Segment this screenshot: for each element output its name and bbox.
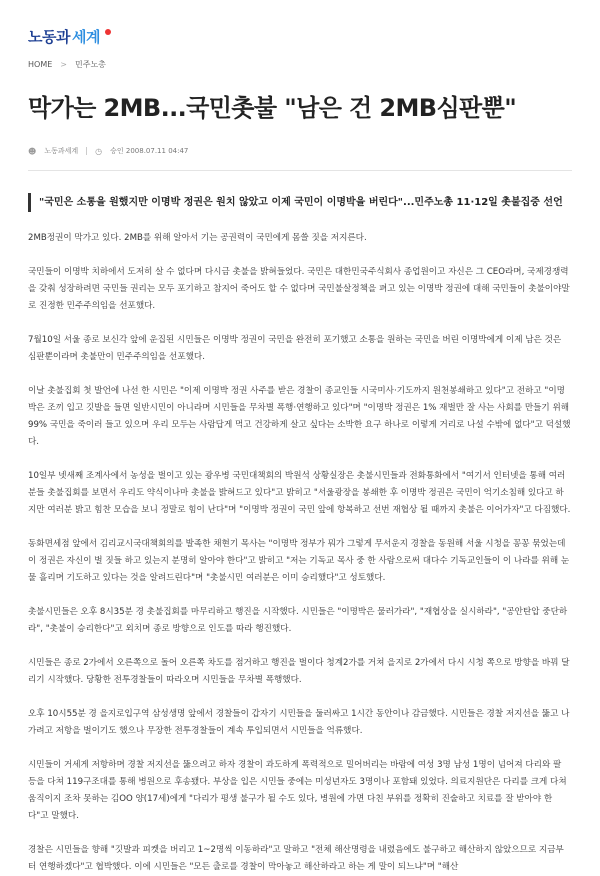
site-logo[interactable] <box>28 26 600 47</box>
article-paragraph: 경찰은 시민들을 향해 "깃발과 피켓을 버리고 1~2명씩 이동하라"고 말하고 "전체 해산명령을 내렸음에도 불구하고 해산하지 않았으므로 지금부터 연행하겠다"고 협박했다. 이에 시민들은 "모든 출로를 경찰이 막아놓고 해산하라고 하는 게 말이 되느냐"며 "해산 <box>28 845 564 872</box>
breadcrumb-home[interactable]: HOME <box>28 60 53 69</box>
article-date: 승인 2008.07.11 04:47 <box>110 147 189 155</box>
logo-dot-icon <box>105 29 111 35</box>
logo-part2: 세계 <box>71 28 100 46</box>
article-paragraph: 오후 10시55분 경 을지로입구역 삼성생명 앞에서 경찰들이 갑자기 시민들을 둘러싸고 1시간 동안이나 감금했다. 시민들은 경찰 저지선을 뚫고 나가려고 저항을 벌이기도 했으나 무장한 전투경찰들이 계속 투입되면서 시민들을 억류했다. <box>28 709 570 736</box>
person-icon: ☻ <box>28 146 37 156</box>
article-paragraph: 국민들이 이명박 치하에서 도저히 살 수 없다며 다시금 촛불을 밝혀들었다. 국민은 대한민국주식회사 종업원이고 자신은 그 CEO라며, 국제경쟁력을 갖춰 성장하려면 국민들 권리는 모두 포기하고 참지어 죽어도 할 수 없다며 국민불살정책을 펴고 있는 이명박 정권에 대해 국민들이 촛불이야말로 진정한 민주주의임을 선포했다. <box>28 267 570 311</box>
meta-divider-line <box>28 170 572 171</box>
article-paragraph: 2MB정권이 막가고 있다. 2MB를 위해 알아서 기는 공권력이 국민에게 몸쓸 짓을 저지른다. <box>28 233 367 243</box>
article-paragraph: 촛불시민들은 오후 8시35분 경 촛불집회를 마무리하고 행진을 시작했다. 시민들은 "이명박은 물러가라", "재협상을 실시하라", "공안탄압 중단하라", "촛불이 승리한다"고 외치며 종로 방향으로 인도를 따라 행진했다. <box>28 607 568 634</box>
article-author: 노동과세계 <box>44 147 79 155</box>
logo-part1: 노동과 <box>28 28 70 46</box>
article-paragraph: 10일부 넷새째 조계사에서 농성을 벌이고 있는 광우병 국민대책회의 박원석 상황실장은 촛불시민들과 전화통화에서 "여기서 인터넷을 통해 여러분들 촛불집회를 보면서 우리도 약식이나마 촛불을 밝혀드고 있다"고 밝히고 "서울광장을 봉쇄한 후 이명박 정권은 국민이 억기소침해 있다고 하지만 여러분 밝고 힘찬 모습을 보니 정말로 힘이 난다"며 "이명박 정권이 국민 앞에 항복하고 선번 재협상 될 때까지 촛불은 이어가자"고 다짐했다. <box>28 471 571 515</box>
article-subheadline: "국민은 소통을 원했지만 이명박 정권은 원치 않았고 이제 국민이 이명박을 버린다"...민주노총 11·12일 촛불집중 선언 <box>28 193 572 212</box>
clock-icon: ◷ <box>95 146 103 156</box>
article-headline: 막가는 2MB...국민촛불 "남은 건 2MB심판뿐" <box>28 94 517 122</box>
article-meta <box>28 146 572 156</box>
article-paragraph: 시민들은 종로 2가에서 오른쪽으로 돌어 오른쪽 차도를 점거하고 행진을 벌이다 청계2가를 거쳐 을지로 2가에서 다시 시청 쪽으로 방향을 바꿔 달리기 시작했다. 당황한 전투경찰들이 따라오며 시민들을 무차별 폭행했다. <box>28 658 570 685</box>
article-paragraph: 7월10일 서울 종로 보신각 앞에 운집된 시민들은 이명박 정권이 국민을 완전히 포기했고 소통을 원하는 국민을 버린 이명박에게 이제 남은 것은 심판뿐이라며 촛불만이 민주주의임을 선포했다. <box>28 335 562 362</box>
article-paragraph: 동화면세점 앞에서 김리교시국대책회의를 발족한 채현기 목사는 "이명박 정부가 뭐가 그렇게 무서운지 경찰을 동원해 서울 시청을 꽁꽁 묶었는데 이 정권은 자신이 벌 짓들 하고 있는지 분명히 알아야 한다"고 밝히고 "저는 기독교 목사 중 한 사람으로써 대다수 기독교인들이 이 나라를 위해 눈물 흘리며 기도하고 있다는 것을 알려드린다"며 "촛불시민 여러분은 이미 승리했다"고 성토했다. <box>28 539 570 583</box>
breadcrumb <box>28 59 600 70</box>
site-header <box>0 0 600 70</box>
chevron-right-icon: > <box>60 60 67 69</box>
breadcrumb-section[interactable]: 민주노총 <box>74 60 106 69</box>
article-body <box>28 230 572 876</box>
article-paragraph: 이날 촛불집회 첫 발언에 나선 한 시민은 "이제 이명박 정권 사주를 받은 경찰이 종교인들 시국미사·기도까지 원천봉쇄하고 있다"고 전하고 "이명박은 조끼 입고 깃발을 들면 일반시민이 아니라며 시민들을 무차별 폭행·연행하고 있다"며 "이명박 정권은 1% 재벌만 잘 사는 사회를 만들기 위해 99% 국민을 죽이러 들고 있으며 우리 모두는 사람답게 먹고 건강하게 살고 싶다는 소박한 요구 하나로 이렇게 거리로 나설 수밖에 없다"고 덕설했다. <box>28 386 571 447</box>
article-paragraph: 시민들이 거세게 저항하며 경찰 저지선을 뚫으려고 하자 경찰이 과도하게 폭력적으로 밀어버리는 바람에 여성 3명 남성 1명이 넘어져 다리와 팔 등을 다쳐 119구조대를 통해 병원으로 후송됐다. 부상을 입은 시민들 중에는 미성년자도 3명이나 포함돼 있었다. 의료지원단은 다리를 크게 다쳐 움직이지 조차 못하는 김OO 양(17세)에게 "다리가 평생 불구가 될 수도 있다, 병원에 가면 다친 부위를 정확히 진술하고 치료를 잘 받아야 한다"고 말했다. <box>28 760 567 821</box>
meta-divider <box>86 147 87 155</box>
